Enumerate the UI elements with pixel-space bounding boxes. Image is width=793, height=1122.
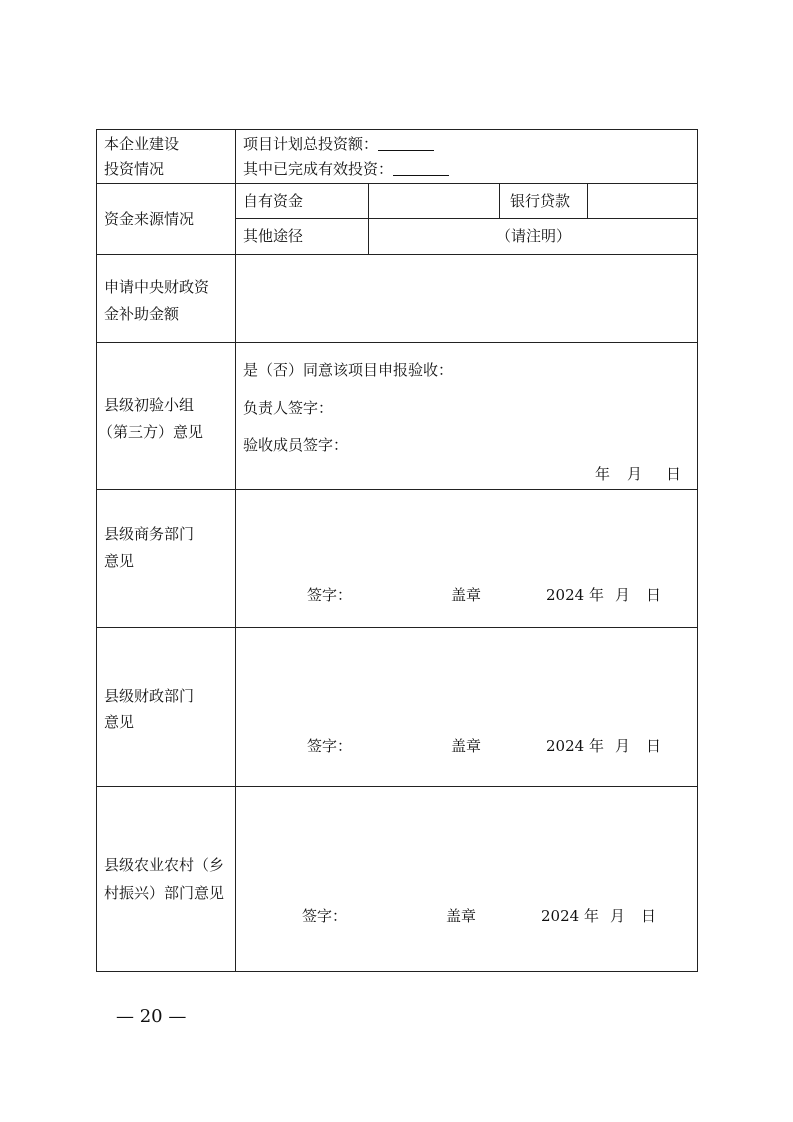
commerce-date-year: 2024 年 bbox=[546, 586, 604, 604]
initial-date-year: 年 bbox=[595, 465, 611, 483]
completed-investment-label: 其中已完成有效投资： bbox=[243, 160, 394, 178]
finance-date-day: 日 bbox=[646, 737, 662, 755]
members-signature-label: 验收成员签字： bbox=[243, 436, 349, 454]
column-divider bbox=[499, 183, 500, 218]
row-divider bbox=[235, 218, 698, 219]
own-funds-label: 自有资金 bbox=[243, 192, 304, 210]
finance-date-year: 2024 年 bbox=[546, 737, 604, 755]
finance-sign-label: 签字： bbox=[307, 737, 353, 755]
approval-form-table bbox=[96, 129, 698, 972]
commerce-sign-label: 签字： bbox=[307, 586, 353, 604]
bank-loan-label: 银行贷款 bbox=[510, 192, 571, 210]
row-divider bbox=[96, 786, 698, 787]
agree-statement: 是（否）同意该项目申报验收： bbox=[243, 361, 454, 379]
initial-date-month: 月 bbox=[627, 465, 643, 483]
investment-label-line1: 本企业建设 bbox=[104, 135, 180, 153]
finance-label-line2: 意见 bbox=[104, 713, 135, 731]
agriculture-date-month: 月 bbox=[610, 907, 626, 925]
subsidy-label-line2: 金补助金额 bbox=[104, 305, 180, 323]
column-divider bbox=[587, 183, 588, 218]
column-divider bbox=[235, 129, 236, 972]
completed-investment-blank[interactable] bbox=[393, 161, 449, 176]
agriculture-date-day: 日 bbox=[641, 907, 657, 925]
other-source-label: 其他途径 bbox=[243, 227, 304, 245]
row-divider bbox=[96, 254, 698, 255]
agriculture-date-year: 2024 年 bbox=[541, 907, 599, 925]
commerce-seal-label: 盖章 bbox=[451, 586, 482, 604]
initial-inspection-label-line1: 县级初验小组 bbox=[104, 396, 195, 414]
commerce-label-line1: 县级商务部门 bbox=[104, 525, 195, 543]
total-investment-field[interactable] bbox=[243, 135, 434, 153]
row-divider bbox=[96, 627, 698, 628]
responsible-signature-label: 负责人签字： bbox=[243, 399, 334, 417]
total-investment-label: 项目计划总投资额： bbox=[243, 135, 379, 153]
subsidy-label-line1: 申请中央财政资 bbox=[104, 278, 210, 296]
agriculture-label-line2: 村振兴）部门意见 bbox=[104, 884, 225, 902]
completed-investment-field[interactable] bbox=[243, 160, 449, 178]
finance-label-line1: 县级财政部门 bbox=[104, 687, 195, 705]
other-source-note: （请注明） bbox=[496, 227, 572, 245]
commerce-date-month: 月 bbox=[615, 586, 631, 604]
commerce-date-day: 日 bbox=[646, 586, 662, 604]
initial-date-day: 日 bbox=[666, 465, 682, 483]
funding-label: 资金来源情况 bbox=[104, 210, 195, 228]
agriculture-seal-label: 盖章 bbox=[446, 907, 477, 925]
finance-date-month: 月 bbox=[615, 737, 631, 755]
row-divider bbox=[96, 489, 698, 490]
page-number: — 20 — bbox=[116, 1006, 187, 1027]
agriculture-sign-label: 签字： bbox=[302, 907, 348, 925]
row-divider bbox=[96, 342, 698, 343]
total-investment-blank[interactable] bbox=[378, 136, 434, 151]
finance-seal-label: 盖章 bbox=[451, 737, 482, 755]
column-divider bbox=[368, 183, 369, 254]
agriculture-label-line1: 县级农业农村（乡 bbox=[104, 856, 225, 874]
commerce-label-line2: 意见 bbox=[104, 552, 135, 570]
initial-inspection-label-line2: （第三方）意见 bbox=[98, 423, 204, 441]
investment-label-line2: 投资情况 bbox=[104, 160, 165, 178]
row-divider bbox=[96, 183, 698, 184]
